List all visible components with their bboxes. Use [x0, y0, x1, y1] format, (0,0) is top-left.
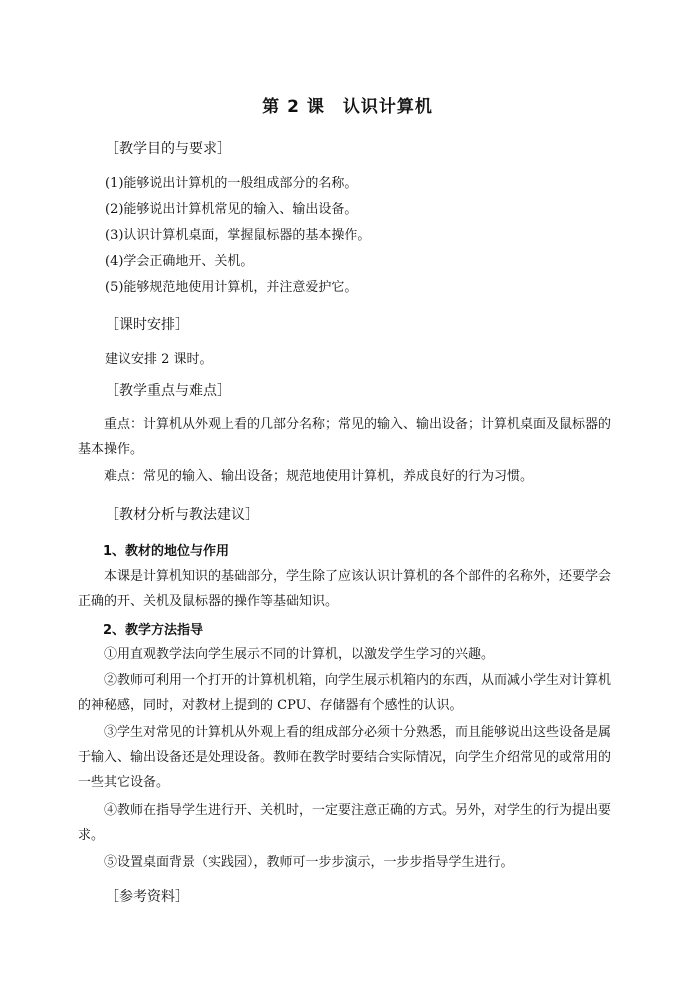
key-point-text: 重点：计算机从外观上看的几部分名称；常见的输入、输出设备；计算机桌面及鼠标器的基本操作。: [78, 417, 612, 457]
schedule-heading: ［课时安排］: [105, 317, 189, 333]
references-heading: ［参考资料］: [105, 889, 189, 905]
analysis-heading: ［教材分析与教法建议］: [105, 507, 259, 523]
keypoints-heading: ［教学重点与难点］: [105, 383, 231, 399]
analysis-subheading: 1、教材的地位与作用: [103, 544, 230, 559]
method-item: ②教师可利用一个打开的计算机机箱，向学生展示机箱内的东西，从而减小学生对计算机的神秘感，同时，对教材上提到的 CPU、存储器有个感性的认识。: [78, 673, 612, 713]
objective-item: (4)学会正确地开、关机。: [105, 254, 254, 269]
analysis-subheading: 2、教学方法指导: [103, 623, 204, 638]
objective-item: (2)能够说出计算机常见的输入、输出设备。: [105, 202, 358, 217]
objectives-heading: ［教学目的与要求］: [105, 141, 231, 157]
difficult-point-text: 难点：常见的输入、输出设备；规范地使用计算机，养成良好的行为习惯。: [104, 469, 534, 484]
method-item: ③学生对常见的计算机从外观上看的组成部分必须十分熟悉，而且能够说出这些设备是属于输入、输出设备还是处理设备。教师在教学时要结合实际情况，向学生介绍常见的或常用的一些其它设备。: [78, 725, 612, 790]
method-item: ①用直观教学法向学生展示不同的计算机，以激发学生学习的兴趣。: [104, 647, 495, 662]
lesson-title: 第 2 课 认识计算机: [262, 97, 433, 117]
analysis-paragraph: 本课是计算机知识的基础部分，学生除了应该认识计算机的各个部件的名称外，还要学会正确的开、关机及鼠标器的操作等基础知识。: [78, 569, 612, 609]
schedule-text: 建议安排 2 课时。: [105, 352, 213, 367]
method-item: ⑤设置桌面背景（实践园），教师可一步步演示，一步步指导学生进行。: [104, 855, 514, 870]
method-item: ④教师在指导学生进行开、关机时，一定要注意正确的方式。另外，对学生的行为提出要求。: [78, 803, 612, 843]
objective-item: (3)认识计算机桌面，掌握鼠标器的基本操作。: [105, 228, 371, 243]
objective-item: (1)能够说出计算机的一般组成部分的名称。: [105, 176, 358, 191]
objective-item: (5)能够规范地使用计算机，并注意爱护它。: [105, 280, 358, 295]
